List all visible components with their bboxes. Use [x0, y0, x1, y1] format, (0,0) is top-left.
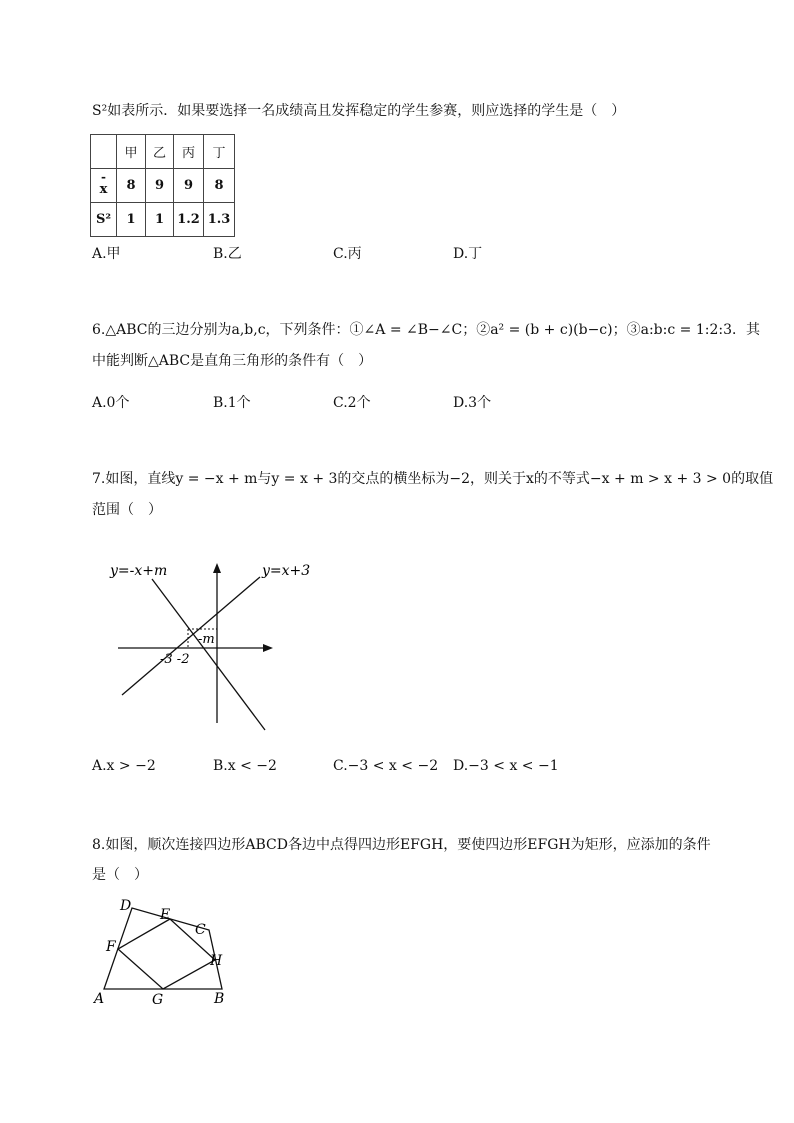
label-g: G [152, 992, 164, 1008]
q7-option-d[interactable]: D.−3 < x < −1 [453, 758, 559, 774]
table-header-bing: 丙 [174, 135, 204, 169]
label-c: C [195, 922, 206, 938]
table-row-label-variance: S² [91, 203, 117, 237]
label-ticks-neg3-neg2: -3 -2 [160, 652, 190, 667]
q5-stats-table [90, 134, 235, 237]
table-row-label-mean [91, 169, 117, 203]
mean-bar: - [101, 170, 106, 184]
q5-option-b[interactable]: B.乙 [213, 246, 242, 262]
table-header-ding: 丁 [204, 135, 235, 169]
table-cell: 9 [174, 169, 204, 203]
q6-stem-line1: 6.△ABC的三边分别为a,b,c，下列条件：①∠A = ∠B−∠C；②a² = (b + c)(b−c)；③a:b:c = 1:2:3．其 [92, 322, 760, 338]
mean-symbol: x [99, 182, 108, 197]
table-cell: 1 [146, 203, 174, 237]
table-header-yi: 乙 [146, 135, 174, 169]
q6-option-c[interactable]: C.2个 [333, 395, 371, 411]
q7-option-b[interactable]: B.x < −2 [213, 758, 277, 774]
table-cell: 1.3 [204, 203, 235, 237]
label-h: H [210, 953, 223, 969]
label-neg-m: -m [198, 632, 215, 647]
q7-graph-figure [100, 555, 311, 735]
x-axis-arrow-icon [263, 644, 273, 652]
q8-stem-line2: 是（ ） [92, 867, 148, 883]
table-header-empty [91, 135, 117, 169]
q6-option-a[interactable]: A.0个 [92, 395, 130, 411]
table-header-jia: 甲 [117, 135, 146, 169]
label-line-x-plus-3: y=x+3 [262, 563, 311, 579]
table-cell: 1 [117, 203, 146, 237]
label-e: E [160, 907, 171, 923]
label-a: A [94, 991, 105, 1007]
q5-option-d[interactable]: D.丁 [453, 246, 483, 262]
label-f: F [106, 939, 116, 955]
table-cell: 1.2 [174, 203, 204, 237]
line-y-x-plus-3 [122, 577, 260, 695]
q6-option-b[interactable]: B.1个 [213, 395, 251, 411]
y-axis-arrow-icon [213, 563, 221, 573]
label-line-neg-x-plus-m: y=-x+m [110, 563, 168, 579]
q7-option-a[interactable]: A.x > −2 [92, 758, 156, 774]
q8-stem-line1: 8.如图，顺次连接四边形ABCD各边中点得四边形EFGH，要使四边形EFGH为矩形，应添加的条件 [92, 837, 711, 853]
q8-quadrilateral-figure [88, 893, 238, 1011]
q6-option-d[interactable]: D.3个 [453, 395, 492, 411]
q5-option-a[interactable]: A.甲 [92, 246, 121, 262]
q5-option-c[interactable]: C.丙 [333, 246, 362, 262]
table-cell: 8 [117, 169, 146, 203]
table-cell: 9 [146, 169, 174, 203]
q7-option-c[interactable]: C.−3 < x < −2 [333, 758, 439, 774]
label-d: D [120, 898, 132, 914]
label-b: B [214, 991, 225, 1007]
table-cell: 8 [204, 169, 235, 203]
q5-stem: S²如表所示．如果要选择一名成绩高且发挥稳定的学生参赛，则应选择的学生是（ ） [92, 103, 626, 119]
q7-stem-line1: 7.如图，直线y = −x + m与y = x + 3的交点的横坐标为−2，则关于x的不等式−x + m > x + 3 > 0的取值 [92, 471, 774, 487]
q7-stem-line2: 范围（ ） [92, 502, 162, 518]
q6-stem-line2: 中能判断△ABC是直角三角形的条件有（ ） [92, 353, 373, 369]
